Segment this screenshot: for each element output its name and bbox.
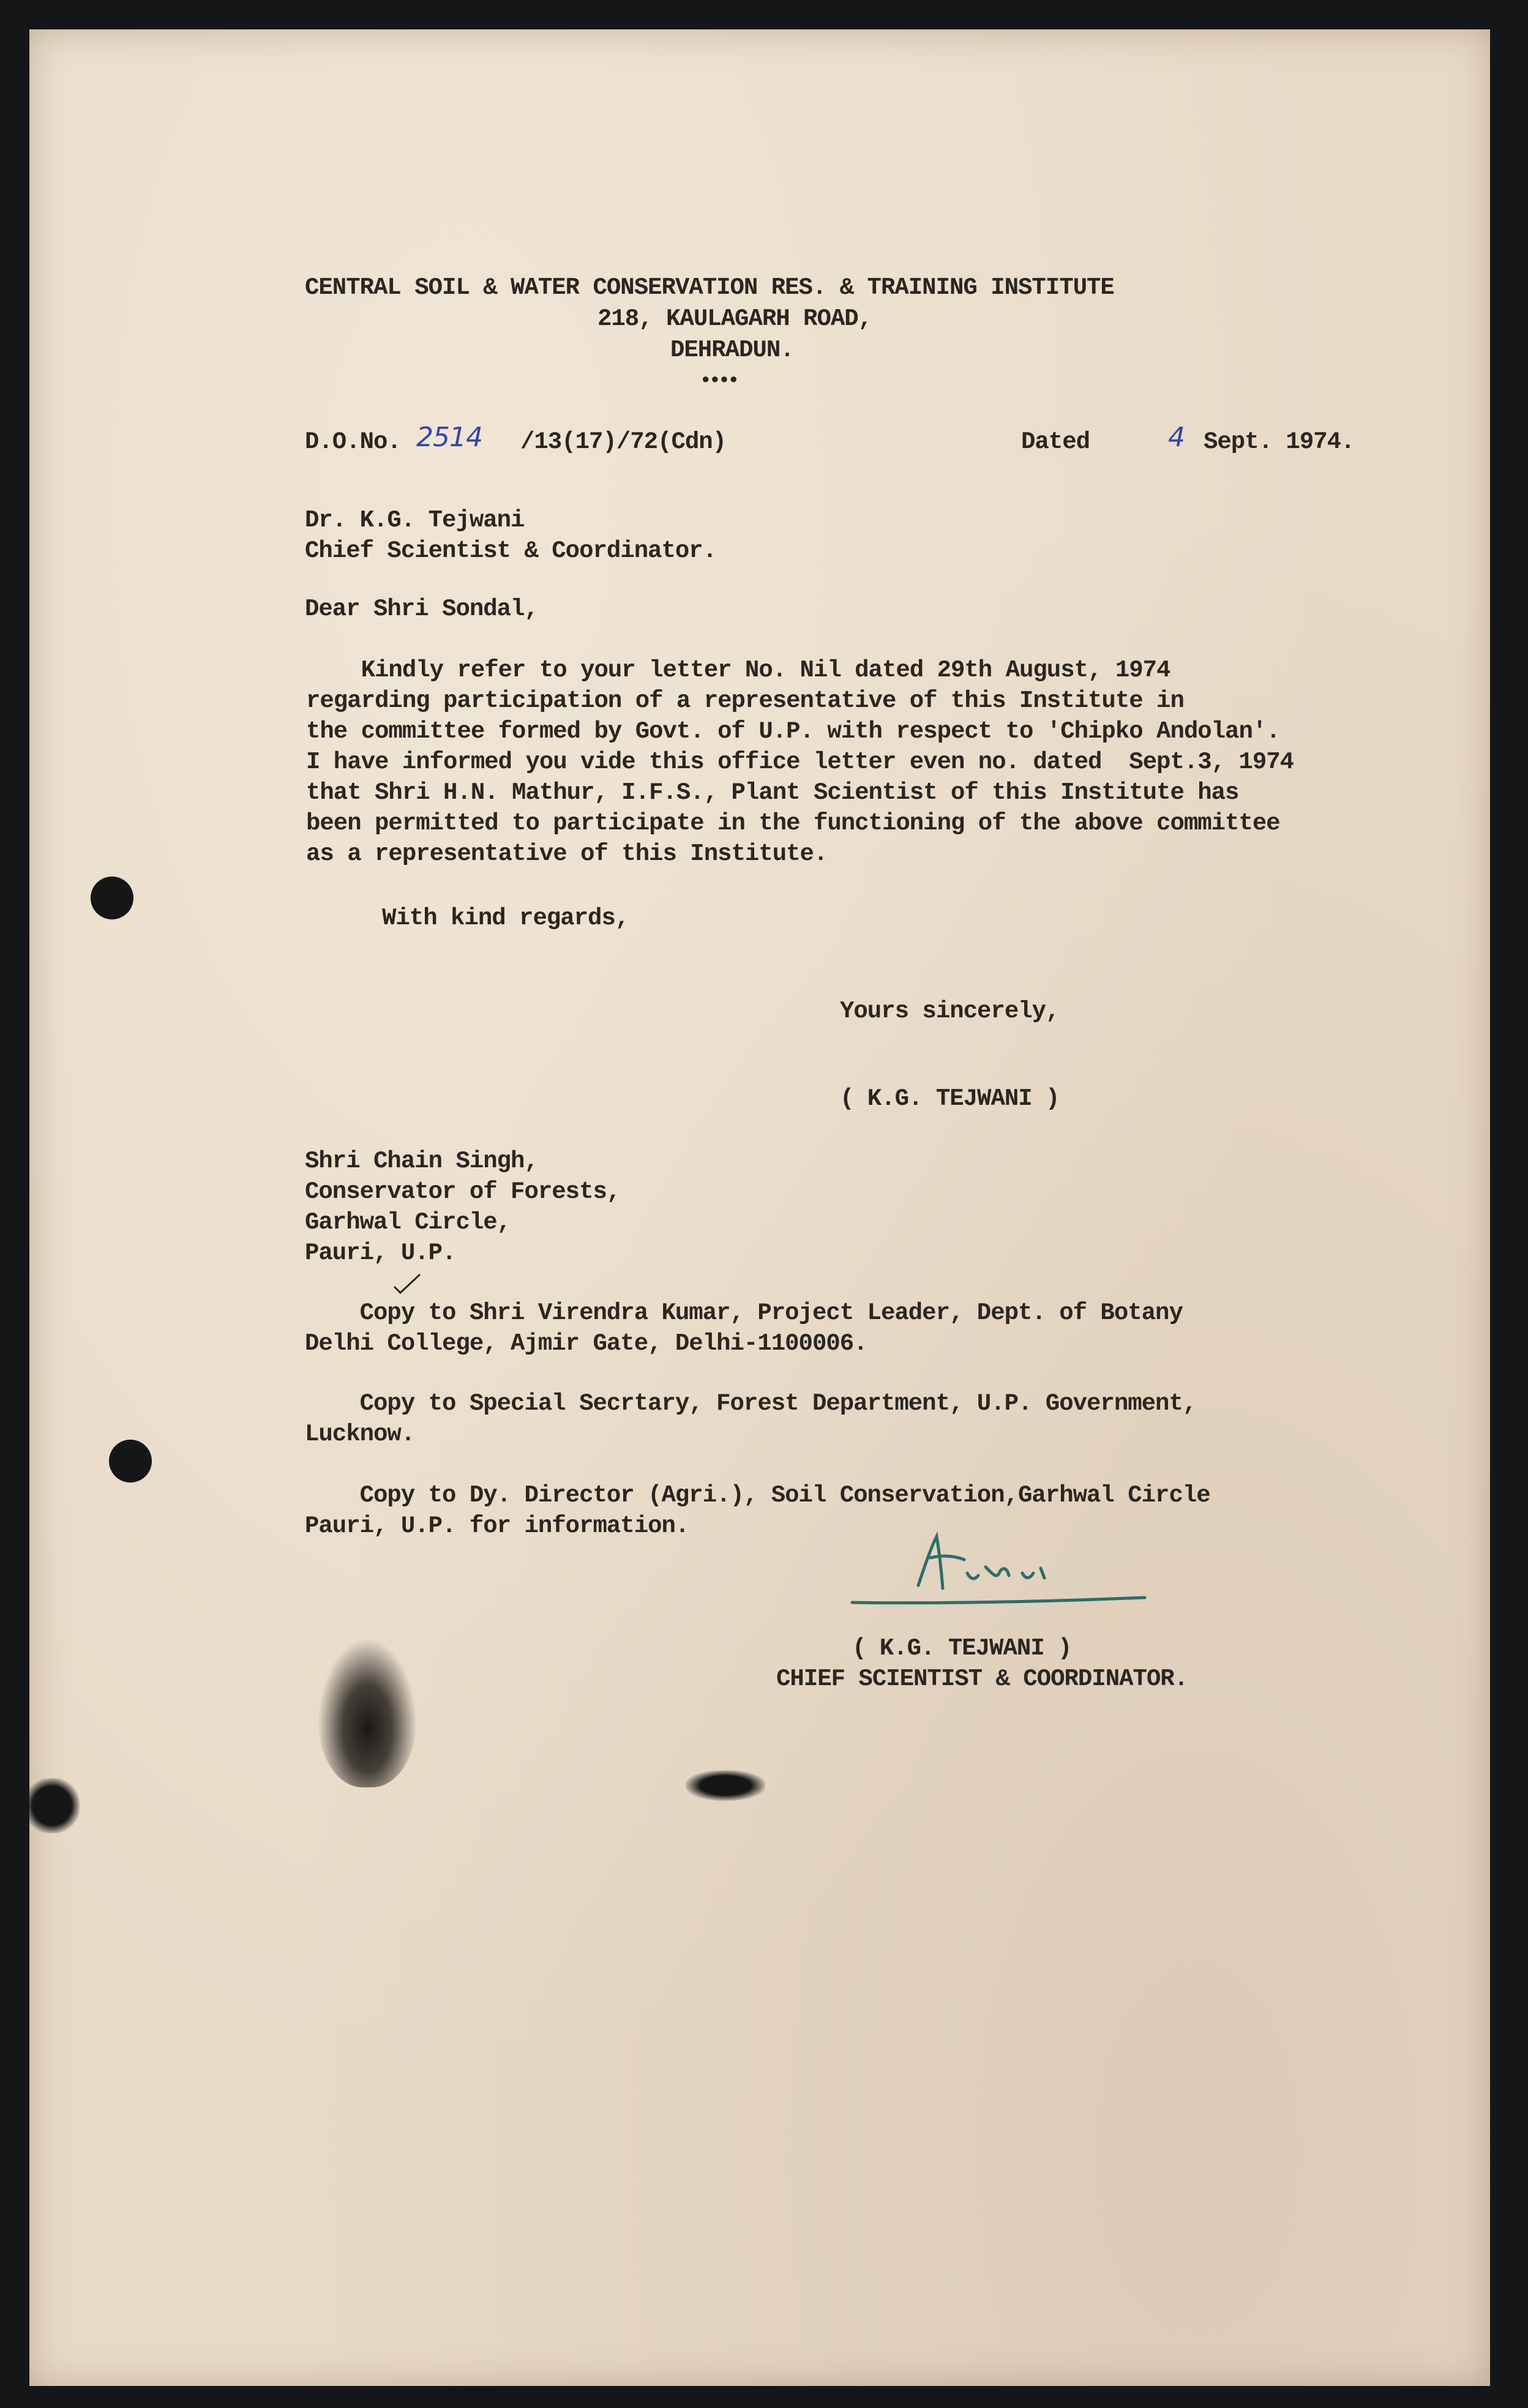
recipient-circle: Garhwal Circle, [305, 1209, 511, 1236]
salutation: Dear Shri Sondal, [305, 596, 538, 623]
institute-name: CENTRAL SOIL & WATER CONSERVATION RES. & TRAINING INSTITUTE [305, 274, 1114, 301]
copy-3-line2: Pauri, U.P. for information. [305, 1512, 689, 1539]
regards: With kind regards, [382, 905, 629, 932]
copy-1-line2: Delhi College, Ajmir Gate, Delhi-1100006. [305, 1330, 867, 1357]
sender-name: Dr. K.G. Tejwani [305, 507, 525, 534]
body-line: as a representative of this Institute. [306, 840, 828, 867]
reference-suffix: /13(17)/72(Cdn) [520, 428, 727, 455]
signatory-name: ( K.G. TEJWANI ) [852, 1635, 1072, 1662]
sender-title: Chief Scientist & Coordinator. [305, 537, 717, 564]
body-line: that Shri H.N. Mathur, I.F.S., Plant Scientist of this Institute has [306, 779, 1239, 806]
recipient-title: Conservator of Forests, [305, 1178, 621, 1205]
tick-mark [392, 1272, 422, 1296]
letterhead-ornament: ●●●● [702, 372, 739, 387]
punch-hole-bottom [109, 1440, 152, 1483]
copy-2-line2: Lucknow. [305, 1421, 415, 1448]
recipient-place: Pauri, U.P. [305, 1240, 456, 1266]
body-line: I have informed you vide this office letter even no. dated Sept.3, 1974 [306, 749, 1294, 776]
reference-handwritten-number: 2514 [416, 422, 482, 453]
body-line: Kindly refer to your letter No. Nil dated 29th August, 1974 [306, 657, 1170, 684]
body-line: regarding participation of a representative of this Institute in [306, 687, 1184, 714]
institute-city: DEHRADUN. [670, 337, 794, 364]
institute-address: 218, KAULAGARH ROAD, [597, 305, 872, 332]
letter-date: Sept. 1974. [1204, 428, 1355, 455]
letter-page [29, 29, 1490, 2386]
body-line: the committee formed by Govt. of U.P. with respect to 'Chipko Andolan'. [306, 718, 1280, 745]
ink-blot [686, 1770, 765, 1801]
letter-body [306, 655, 1445, 869]
ink-stain [318, 1640, 416, 1787]
copy-1-line1: Copy to Shri Virendra Kumar, Project Leader, Dept. of Botany [305, 1299, 1183, 1326]
copy-2-line1: Copy to Special Secrtary, Forest Department, U.P. Government, [305, 1390, 1197, 1417]
closing: Yours sincerely, [840, 998, 1060, 1025]
reference-prefix: D.O.No. [305, 428, 401, 455]
dated-label: Dated [1021, 428, 1090, 455]
typed-signatory-name: ( K.G. TEJWANI ) [840, 1085, 1060, 1112]
handwritten-signature [839, 1512, 1157, 1634]
handwritten-day: 4 [1168, 422, 1185, 453]
copy-3-line1: Copy to Dy. Director (Agri.), Soil Conservation,Garhwal Circle [305, 1482, 1210, 1509]
body-line: been permitted to participate in the functioning of the above committee [306, 810, 1280, 837]
edge-tear [24, 1778, 80, 1833]
punch-hole-top [91, 877, 133, 919]
signatory-title: CHIEF SCIENTIST & COORDINATOR. [776, 1666, 1188, 1692]
recipient-name: Shri Chain Singh, [305, 1148, 538, 1175]
